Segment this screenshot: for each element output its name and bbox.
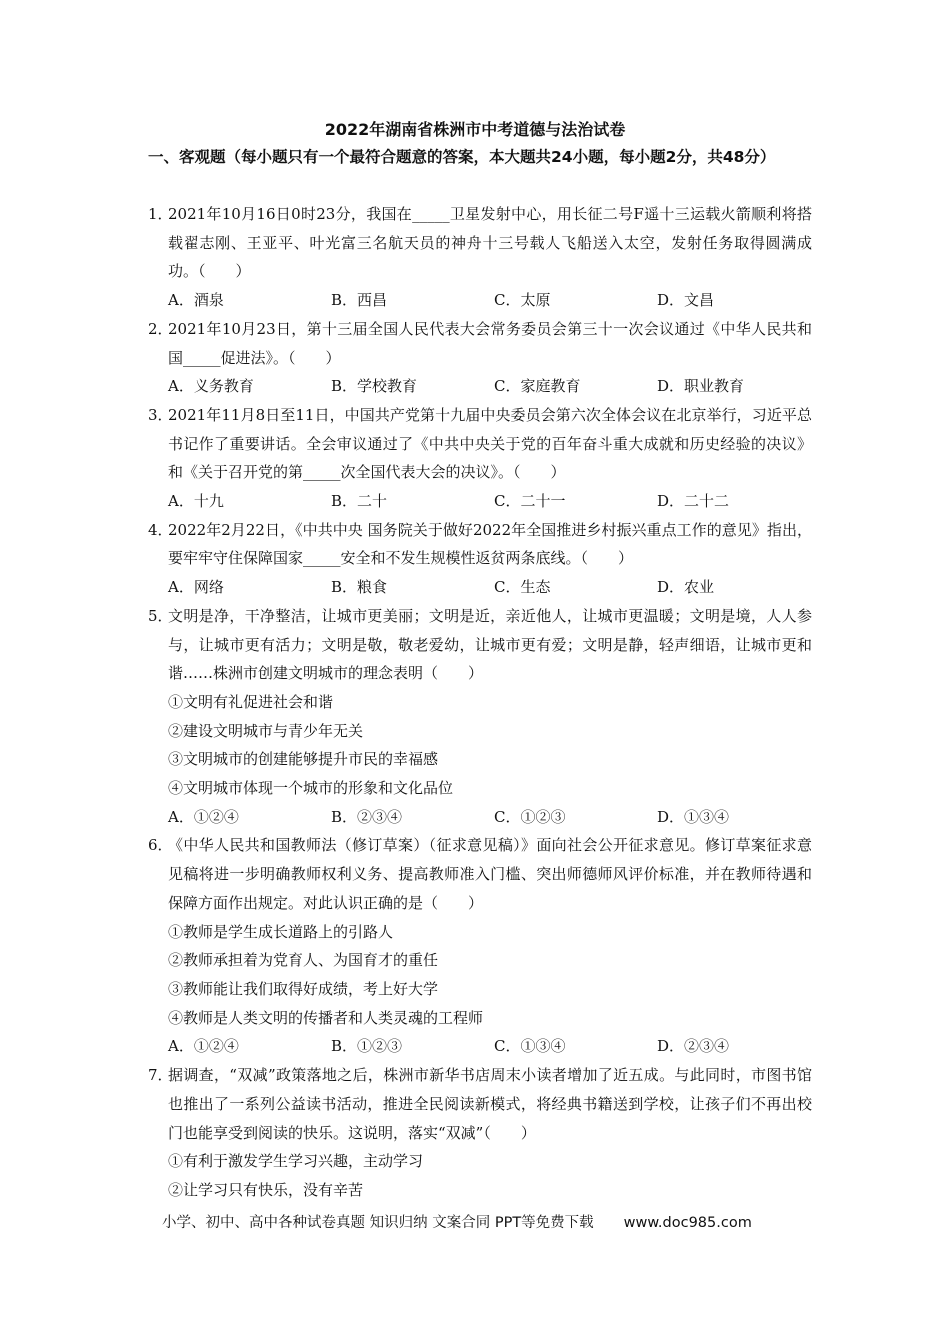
- answer-option[interactable]: C．生态: [494, 578, 551, 597]
- answer-option[interactable]: C．①③④: [494, 1037, 566, 1056]
- statement-item: ③文明城市的创建能够提升市民的幸福感: [168, 750, 439, 769]
- question-number: 5．: [148, 606, 173, 625]
- statement-item: ④文明城市体现一个城市的形象和文化品位: [168, 779, 454, 798]
- question-block: [148, 1061, 812, 1205]
- footer-text: 小学、初中、高中各种试卷真题 知识归纳 文案合同 PPT等免费下载: [162, 1215, 594, 1231]
- answer-option[interactable]: B．①②③: [331, 1037, 403, 1056]
- question-text: 《中华人民共和国教师法（修订草案）（征求意见稿）》面向社会公开征求意见。修订草案征求意见稿将进一步明确教师权利义务、提高教师准入门槛、突出师德师风评价标准，并在教师待遇和保障方面作出规定。对此认识正确的是（ ）: [168, 836, 812, 912]
- question-text: 2022年2月22日，《中共中央 国务院关于做好2022年全国推进乡村振兴重点工作的意见》指出，要牢牢守住保障国家_____安全和不发生规模性返贫两条底线。（ ）: [168, 520, 812, 568]
- answer-option[interactable]: B．西昌: [331, 291, 388, 310]
- question-text: 2021年10月16日0时23分，我国在_____卫星发射中心，用长征二号F遥十三运载火箭顺利将搭载翟志刚、王亚平、叶光富三名航天员的神舟十三号载人飞船送入太空，发射任务取得圆满成功。（ ）: [168, 205, 812, 281]
- question-text: 2021年11月8日至11日，中国共产党第十九届中央委员会第六次全体会议在北京举行，习近平总书记作了重要讲话。全会审议通过了《中共中央关于党的百年奋斗重大成就和历史经验的决议》和《关于召开党的第_____次全国代表大会的决议》。（ ）: [168, 405, 812, 482]
- statement-item: ②建设文明城市与青少年无关: [168, 721, 364, 740]
- question-list: [148, 200, 812, 1205]
- section-heading: 一、客观题（每小题只有一个最符合题意的答案，本大题共24小题，每小题2分，共48分）: [148, 148, 776, 166]
- question-text: 2021年10月23日，第十三届全国人民代表大会常务委员会第三十一次会议通过《中华人民共和国_____促进法》。（ ）: [168, 319, 812, 367]
- answer-option[interactable]: B．学校教育: [331, 377, 418, 396]
- answer-option[interactable]: A．①②④: [168, 1037, 239, 1056]
- answer-option[interactable]: A．酒泉: [168, 291, 224, 310]
- statement-item: ②让学习只有快乐，没有辛苦: [168, 1180, 364, 1199]
- answer-option[interactable]: C．家庭教育: [494, 377, 581, 396]
- question-text: 据调查，“双减”政策落地之后，株洲市新华书店周末小读者增加了近五成。与此同时，市图书馆也推出了一系列公益读书活动，推进全民阅读新模式，将经典书籍送到学校，让孩子们不再出校门也能享受到阅读的快乐。这说明，落实“双减”（ ）: [168, 1066, 812, 1142]
- answer-option[interactable]: D．农业: [657, 578, 715, 597]
- statement-item: ③教师能让我们取得好成绩，考上好大学: [168, 979, 439, 998]
- answer-option[interactable]: C．①②③: [494, 807, 566, 826]
- answer-option[interactable]: B．二十: [331, 492, 388, 511]
- statement-item: ①有利于激发学生学习兴趣，主动学习: [168, 1152, 424, 1171]
- answer-option[interactable]: A．网络: [168, 578, 224, 597]
- question-number: 7．: [148, 1066, 173, 1085]
- option-row: [148, 372, 812, 401]
- answer-option[interactable]: D．二十二: [657, 492, 730, 511]
- question-block: [148, 602, 812, 832]
- question-text: 文明是净，干净整洁，让城市更美丽；文明是近，亲近他人，让城市更温暖；文明是境，人人参与，让城市更有活力；文明是敬，敬老爱幼，让城市更有爱；文明是静，轻声细语，让城市更和谐……株洲市创建文明城市的理念表明（ ）: [168, 606, 812, 683]
- answer-option[interactable]: D．文昌: [657, 291, 715, 310]
- exam-title: 2022年湖南省株洲市中考道德与法治试卷: [324, 120, 626, 139]
- statement-item: ①文明有礼促进社会和谐: [168, 692, 334, 711]
- answer-option[interactable]: A．①②④: [168, 807, 239, 826]
- footer: [162, 1211, 862, 1232]
- question-block: [148, 200, 812, 315]
- statement-item: ①教师是学生成长道路上的引路人: [168, 922, 394, 941]
- statement-item: ②教师承担着为党育人、为国育才的重任: [168, 951, 439, 970]
- option-row: [148, 286, 812, 315]
- option-row: [148, 487, 812, 516]
- question-number: 6．: [148, 836, 173, 855]
- option-row: [148, 803, 812, 832]
- question-number: 1．: [148, 205, 173, 223]
- answer-option[interactable]: B．②③④: [331, 807, 403, 826]
- statement-item: ④教师是人类文明的传播者和人类灵魂的工程师: [168, 1008, 484, 1027]
- answer-option[interactable]: A．十九: [168, 492, 224, 511]
- answer-option[interactable]: C．太原: [494, 291, 551, 310]
- answer-option[interactable]: D．①③④: [657, 807, 730, 826]
- answer-option[interactable]: D．职业教育: [657, 377, 745, 396]
- answer-option[interactable]: C．二十一: [494, 492, 566, 511]
- question-block: [148, 516, 812, 602]
- footer-url[interactable]: www.doc985.com: [623, 1215, 752, 1231]
- option-row: [148, 573, 812, 602]
- answer-option[interactable]: A．义务教育: [168, 377, 254, 396]
- question-block: [148, 831, 812, 1061]
- question-number: 3．: [148, 405, 173, 424]
- question-number: 2．: [148, 319, 173, 338]
- question-block: [148, 401, 812, 516]
- question-block: [148, 315, 812, 401]
- option-row: [148, 1032, 812, 1061]
- answer-option[interactable]: B．粮食: [331, 578, 388, 597]
- question-number: 4．: [148, 520, 173, 539]
- answer-option[interactable]: D．②③④: [657, 1037, 730, 1056]
